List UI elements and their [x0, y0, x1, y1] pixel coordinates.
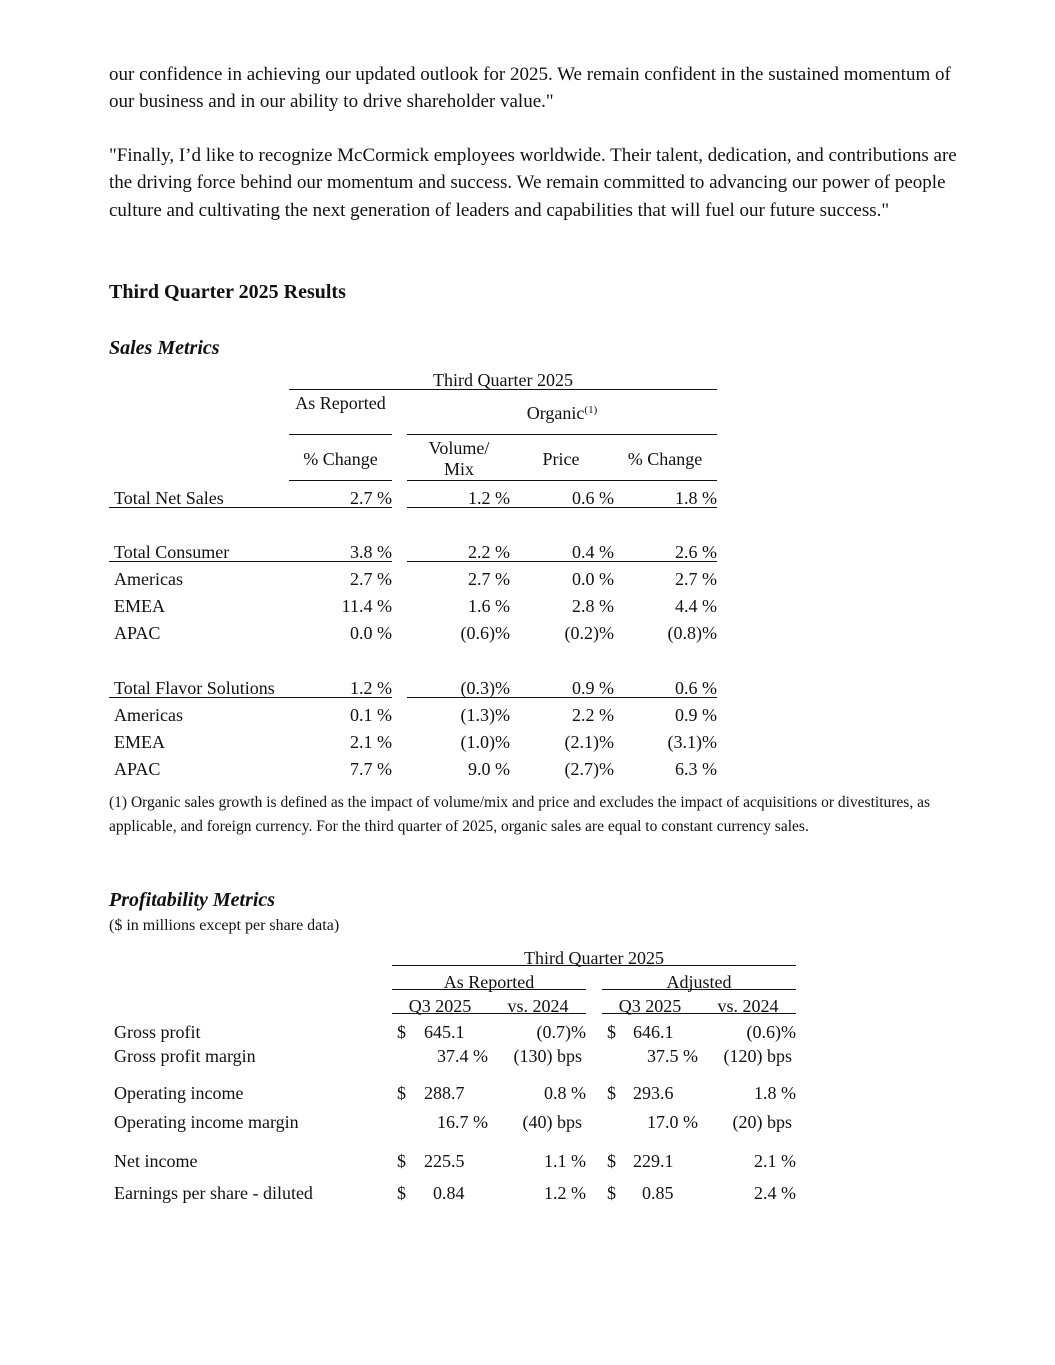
cell-volume: 1.2 %	[468, 488, 510, 508]
col-header-change: % Change	[303, 449, 378, 469]
organic-label: Organic	[526, 403, 585, 423]
dollar-sign: $	[397, 1083, 406, 1103]
sales-footnote: (1) Organic sales growth is defined as the impact of volume/mix and price and excludes the impact of acquisitions or divestitures, as applicable, and foreign currency. For the third quarter of 2025, organic sales are equal to constant currency sales.	[109, 794, 930, 835]
rule	[289, 434, 392, 435]
cell-reported-vs: (130) bps	[513, 1046, 582, 1066]
cell-adjusted-vs: 1.8 %	[754, 1083, 796, 1103]
row-label: EMEA	[114, 596, 165, 616]
cell-reported: 11.4 %	[341, 596, 392, 616]
as-reported-header: As Reported	[443, 972, 535, 992]
rule	[289, 480, 392, 481]
rule	[602, 989, 796, 990]
row-label: Net income	[114, 1151, 198, 1171]
cell-price: 2.2 %	[572, 705, 614, 725]
cell-reported-vs: 1.2 %	[544, 1183, 586, 1203]
col-header-vs-reported: vs. 2024	[507, 996, 569, 1016]
dollar-sign: $	[607, 1183, 616, 1203]
adjusted-header: Adjusted	[666, 972, 732, 992]
profitability-subtitle: ($ in millions except per share data)	[109, 917, 340, 934]
cell-price: (0.2)%	[564, 623, 614, 643]
cell-adjusted-vs: 2.1 %	[754, 1151, 796, 1171]
cell-adjusted-vs: (120) bps	[723, 1046, 792, 1066]
cell-reported: 0.0 %	[350, 623, 392, 643]
organic-header	[407, 403, 717, 423]
col-header-q3-adjusted: Q3 2025	[618, 996, 682, 1016]
dollar-sign: $	[397, 1151, 406, 1171]
row-label: Earnings per share - diluted	[114, 1183, 313, 1203]
row-label: Gross profit margin	[114, 1046, 256, 1066]
cell-reported-value: 225.5	[424, 1151, 465, 1171]
cell-reported-vs: 1.1 %	[544, 1151, 586, 1171]
rule	[407, 561, 717, 562]
cell-volume: (1.3)%	[460, 705, 510, 725]
cell-change: 2.6 %	[675, 542, 717, 562]
cell-reported-value: 288.7	[424, 1083, 465, 1103]
cell-volume: 1.6 %	[468, 596, 510, 616]
col-header-vs-adjusted: vs. 2024	[717, 996, 779, 1016]
cell-adjusted-value: 293.6	[633, 1083, 674, 1103]
cell-adjusted-value: 229.1	[633, 1151, 674, 1171]
cell-price: (2.1)%	[564, 732, 614, 752]
rule	[289, 389, 717, 390]
col-header-change-2: % Change	[627, 449, 703, 469]
cell-reported-vs: (40) bps	[522, 1112, 582, 1132]
rule	[407, 697, 717, 698]
cell-adjusted-vs: 2.4 %	[754, 1183, 796, 1203]
row-label: Total Flavor Solutions	[114, 678, 275, 698]
row-label: Total Consumer	[114, 542, 230, 562]
cell-price: 0.0 %	[572, 569, 614, 589]
row-label: APAC	[114, 623, 161, 643]
rule	[602, 1013, 796, 1014]
cell-change: 2.7 %	[675, 569, 717, 589]
col-header-price: Price	[542, 449, 580, 469]
cell-volume: (1.0)%	[460, 732, 510, 752]
cell-price: 0.4 %	[572, 542, 614, 562]
cell-change: 0.9 %	[675, 705, 717, 725]
intro-paragraph: our confidence in achieving our updated outlook for 2025. We remain confident in the sustained momentum of our business and in our ability to drive shareholder value."	[109, 64, 951, 113]
sales-period-header: Third Quarter 2025	[433, 370, 573, 390]
as-reported-header: As Reported	[295, 393, 386, 413]
cell-volume: (0.6)%	[460, 623, 510, 643]
rule	[392, 1013, 586, 1014]
row-label: Total Net Sales	[114, 488, 224, 508]
dollar-sign: $	[607, 1022, 616, 1042]
cell-price: 0.6 %	[572, 488, 614, 508]
cell-reported-vs: 0.8 %	[544, 1083, 586, 1103]
cell-change: 6.3 %	[675, 759, 717, 779]
cell-reported: 2.7 %	[350, 569, 392, 589]
cell-adjusted-value: 37.5 %	[647, 1046, 698, 1066]
col-header-volume: Volume/ Mix	[428, 438, 490, 479]
cell-price: 0.9 %	[572, 678, 614, 698]
cell-change: 0.6 %	[675, 678, 717, 698]
rule	[407, 434, 717, 435]
cell-reported-value: 645.1	[424, 1022, 465, 1042]
cell-price: 2.8 %	[572, 596, 614, 616]
row-label: Americas	[114, 705, 183, 725]
rule	[392, 965, 796, 966]
cell-reported: 3.8 %	[350, 542, 392, 562]
row-label: APAC	[114, 759, 161, 779]
profit-period-header: Third Quarter 2025	[524, 948, 664, 968]
cell-reported: 0.1 %	[350, 705, 392, 725]
rule	[407, 480, 717, 481]
sales-metrics-title: Sales Metrics	[109, 337, 220, 359]
cell-adjusted-value: 0.85	[642, 1183, 674, 1203]
profitability-metrics-title: Profitability Metrics	[109, 889, 276, 911]
organic-footnote-ref: (1)	[584, 404, 598, 416]
section-title: Third Quarter 2025 Results	[109, 281, 346, 303]
row-label: Americas	[114, 569, 183, 589]
cell-volume: 2.2 %	[468, 542, 510, 562]
row-label: Gross profit	[114, 1022, 201, 1042]
rule	[407, 507, 717, 508]
cell-adjusted-vs: (0.6)%	[746, 1022, 796, 1042]
cell-volume: (0.3)%	[460, 678, 510, 698]
dollar-sign: $	[397, 1183, 406, 1203]
dollar-sign: $	[607, 1083, 616, 1103]
row-label: EMEA	[114, 732, 165, 752]
row-label: Operating income	[114, 1083, 244, 1103]
cell-volume: 9.0 %	[468, 759, 510, 779]
cell-reported: 2.7 %	[350, 488, 392, 508]
cell-volume: 2.7 %	[468, 569, 510, 589]
dollar-sign: $	[607, 1151, 616, 1171]
rule	[109, 697, 392, 698]
col-header-q3-reported: Q3 2025	[408, 996, 472, 1016]
intro-paragraph: "Finally, I’d like to recognize McCormick employees worldwide. Their talent, dedication, and contributions are the driving force behind our momentum and success. We remain committed to advancing our power of people culture and cultivating the next generation of leaders and capabilities that will fuel our future success."	[109, 145, 957, 221]
cell-reported-vs: (0.7)%	[536, 1022, 586, 1042]
cell-reported-value: 16.7 %	[437, 1112, 488, 1132]
cell-change: 1.8 %	[675, 488, 717, 508]
dollar-sign: $	[397, 1022, 406, 1042]
rule	[109, 507, 392, 508]
cell-reported-value: 0.84	[433, 1183, 465, 1203]
cell-reported-value: 37.4 %	[437, 1046, 488, 1066]
rule	[109, 561, 392, 562]
cell-adjusted-value: 646.1	[633, 1022, 674, 1042]
cell-adjusted-vs: (20) bps	[732, 1112, 792, 1132]
cell-reported: 1.2 %	[350, 678, 392, 698]
rule	[392, 989, 586, 990]
cell-change: 4.4 %	[675, 596, 717, 616]
cell-change: (0.8)%	[667, 623, 717, 643]
cell-reported: 2.1 %	[350, 732, 392, 752]
cell-price: (2.7)%	[564, 759, 614, 779]
cell-change: (3.1)%	[667, 732, 717, 752]
row-label: Operating income margin	[114, 1112, 299, 1132]
cell-reported: 7.7 %	[350, 759, 392, 779]
cell-adjusted-value: 17.0 %	[647, 1112, 698, 1132]
